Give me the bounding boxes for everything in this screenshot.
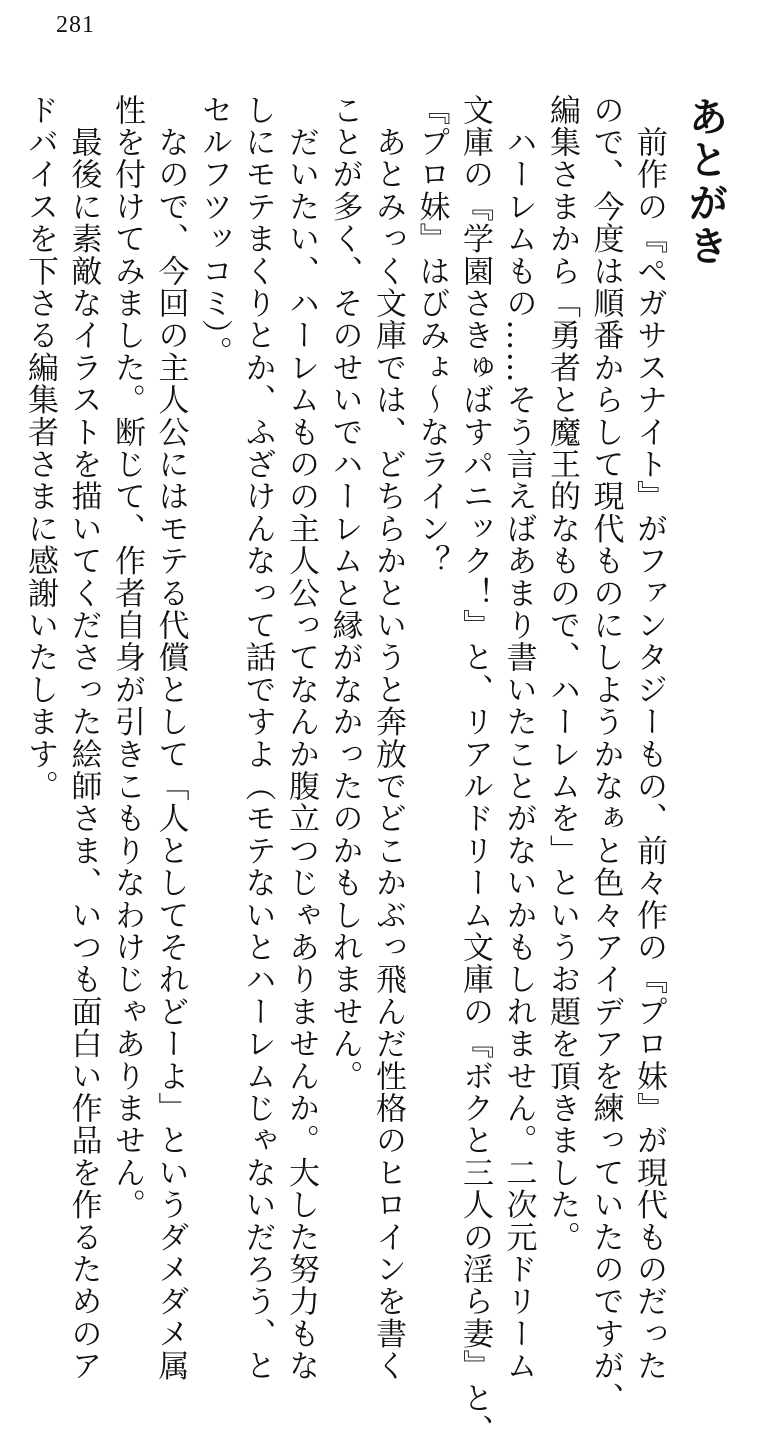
text-line: セルフツッコミ）。 (196, 94, 232, 369)
text-line: ハーレムもの……そう言えばあまり書いたことがないかもしれません。二次元ドリーム (500, 94, 537, 1382)
text-line: だいたい、ハーレムものの主人公ってなんか腹立つじゃありませんか。大した努力もな (283, 94, 319, 1382)
text-line: 性を付けてみました。断じて、作者自身が引きこもりなわけじゃありません。 (109, 94, 145, 1221)
text-line: 編集さまから「勇者と魔王的なもので、ハーレムを」というお題を頂きました。 (544, 94, 580, 1254)
text-line: なので、今回の主人公にはモテる代償として「人としてそれどーよ」というダメダメ属 (152, 94, 189, 1382)
chapter-title: あとがき (682, 96, 728, 268)
text-line: 最後に素敵なイラストを描いてくださった絵師さま、いつも面白い作品を作るためのア (65, 94, 102, 1382)
text-line: 前作の『ペガサスナイト』がファンタジーもの、前々作の『プロ妹』が現代ものだった (631, 94, 667, 1382)
text-line: あとみっく文庫では、どちらかというと奔放でどこかぶっ飛んだ性格のヒロインを書く (370, 94, 406, 1382)
text-line: 『プロ妹』はびみょ〜なライン？ (413, 94, 450, 577)
text-line: ことが多く、そのせいでハーレムと縁がなかったのかもしれません。 (326, 94, 363, 1093)
text-line: ので、今度は順番からして現代ものにしようかなぁと色々アイデアを練っていたのですが、 (587, 94, 624, 1415)
text-line: ドバイスを下さる編集者さまに感謝いたします。 (22, 94, 58, 803)
text-line: 文庫の『学園さきゅばすパニック！』と、リアルドリーム文庫の『ボクと三人の淫ら妻』と、 (457, 94, 493, 1446)
text-line: しにモテまくりとか、ふざけんなって話ですよ（モテないとハーレムじゃないだろう、と (239, 94, 276, 1382)
afterword-body (22, 94, 670, 1446)
page-number: 281 (56, 12, 95, 38)
